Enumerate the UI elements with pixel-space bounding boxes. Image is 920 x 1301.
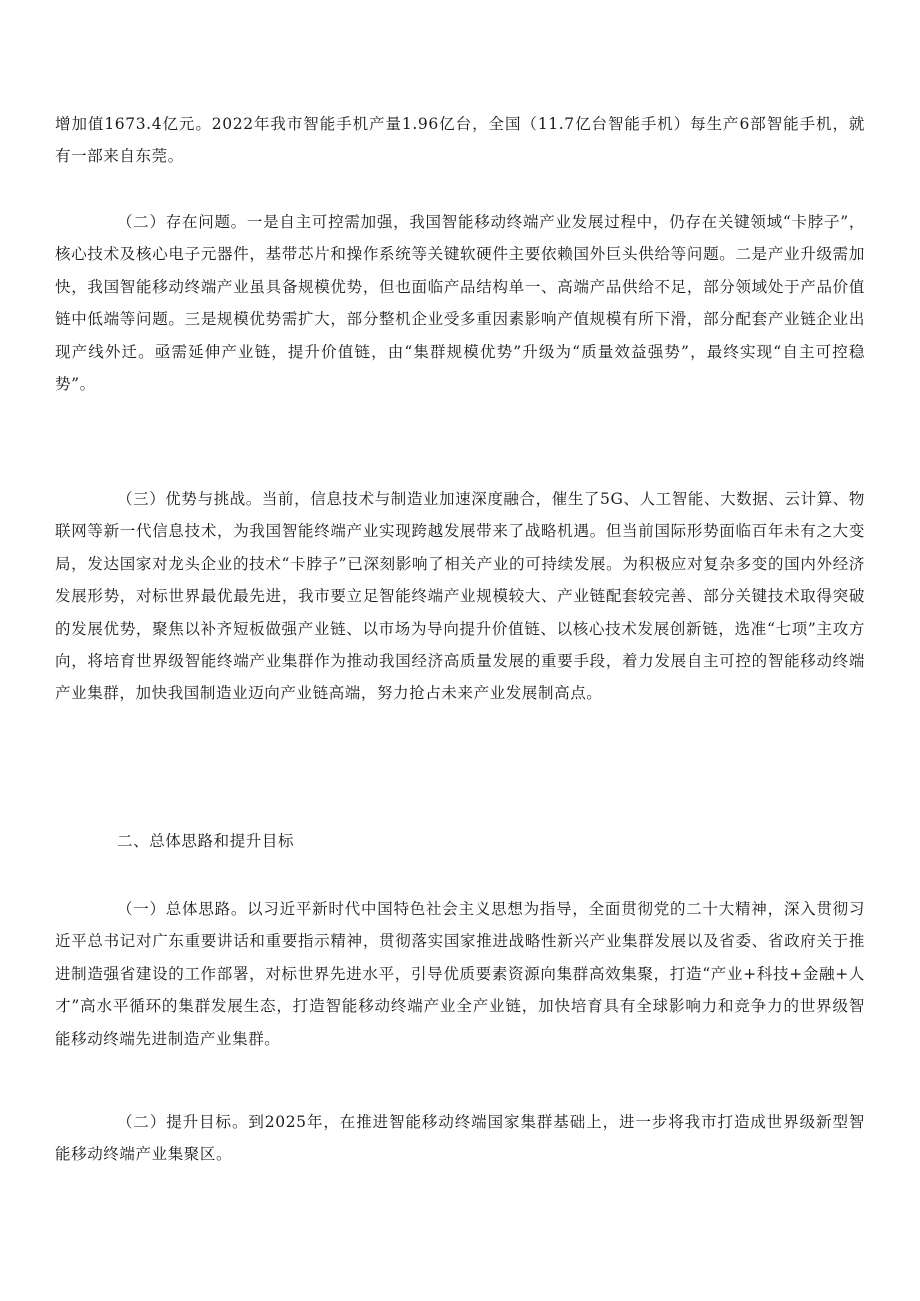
paragraph-existing-problems: （二）存在问题。一是自主可控需加强，我国智能移动终端产业发展过程中，仍存在关键领域“卡脖子”，核心技术及核心电子元器件，基带芯片和操作系统等关键软硬件主要依赖国外巨头供给等问题。二是产业升级需加快，我国智能移动终端产业虽具备规模优势，但也面临产品结构单一、高端产品供给不足，部分领域处于产品价值链中低端等问题。三是规模优势需扩大，部分整机企业受多重因素影响产值规模有所下滑，部分配套产业链企业出现产线外迁。亟需延伸产业链，提升价值链，由“集群规模优势”升级为“质量效益强势”，最终实现“自主可控稳势”。 xyxy=(55,213,865,394)
paragraph-advantages-challenges: （三）优势与挑战。当前，信息技术与制造业加速深度融合，催生了5G、人工智能、大数据、云计算、物联网等新一代信息技术，为我国智能终端产业实现跨越发展带来了战略机遇。但当前国际形势面临百年未有之大变局，发达国家对龙头企业的技术“卡脖子”已深刻影响了相关产业的可持续发展。为积极应对复杂多变的国内外经济发展形势，对标世界最优最先进，我市要立足智能终端产业规模较大、产业链配套较完善、部分关键技术取得突破的发展优势，聚焦以补齐短板做强产业链、以市场为导向提升价值链、以核心技术发展创新链，选准“七项”主攻方向，将培育世界级智能终端产业集群作为推动我国经济高质量发展的重要手段，着力发展自主可控的智能移动终端产业集群，加快我国制造业迈向产业链高端，努力抢占未来产业发展制高点。 xyxy=(55,490,865,703)
section-heading: 二、总体思路和提升目标 xyxy=(117,832,295,850)
paragraph-production-stats: 增加值1673.4亿元。2022年我市智能手机产量1.96亿台，全国（11.7亿台智能手机）每生产6部智能手机，就有一部来自东莞。 xyxy=(55,115,865,166)
paragraph-improvement-target: （二）提升目标。到2025年，在推进智能移动终端国家集群基础上，进一步将我市打造成世界级新型智能移动终端产业集聚区。 xyxy=(55,1113,865,1164)
paragraph-overall-approach: （一）总体思路。以习近平新时代中国特色社会主义思想为指导，全面贯彻党的二十大精神，深入贯彻习近平总书记对广东重要讲话和重要指示精神，贯彻落实国家推进战略性新兴产业集群发展以及省委、省政府关于推进制造强省建设的工作部署，对标世界先进水平，引导优质要素资源向集群高效集聚，打造“产业+科技+金融+人才”高水平循环的集群发展生态，打造智能移动终端产业全产业链，加快培育具有全球影响力和竞争力的世界级智能移动终端先进制造产业集群。 xyxy=(55,900,865,1048)
